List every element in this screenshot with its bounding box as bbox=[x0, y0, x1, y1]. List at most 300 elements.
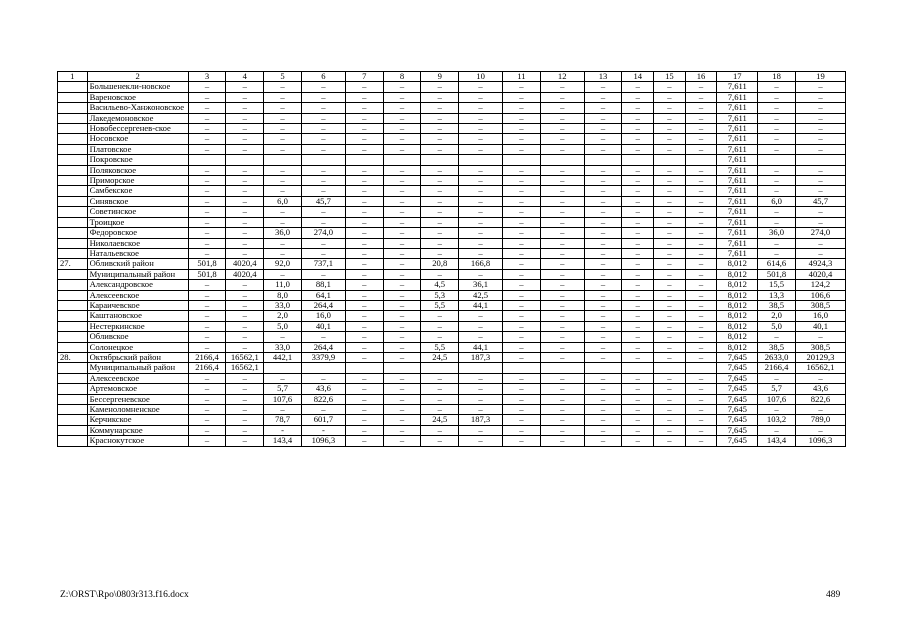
table-cell: – bbox=[540, 352, 584, 362]
table-cell: – bbox=[503, 217, 541, 227]
table-cell bbox=[795, 155, 845, 165]
table-cell: – bbox=[654, 269, 686, 279]
column-header: 13 bbox=[584, 72, 622, 82]
table-cell: – bbox=[226, 311, 264, 321]
table-cell: – bbox=[188, 186, 226, 196]
table-cell: – bbox=[383, 290, 421, 300]
table-cell: – bbox=[584, 425, 622, 435]
table-cell: – bbox=[584, 300, 622, 310]
row-name: Каменоломненское bbox=[87, 405, 188, 415]
table-cell: – bbox=[383, 238, 421, 248]
table-cell: – bbox=[503, 92, 541, 102]
table-cell: – bbox=[503, 321, 541, 331]
table-cell: – bbox=[584, 165, 622, 175]
table-cell: – bbox=[459, 207, 503, 217]
table-cell: – bbox=[383, 373, 421, 383]
table-cell: – bbox=[188, 373, 226, 383]
table-cell: – bbox=[685, 217, 717, 227]
table-cell: 7,611 bbox=[717, 103, 758, 113]
table-cell: – bbox=[421, 124, 459, 134]
column-header: 14 bbox=[622, 72, 654, 82]
table-cell: – bbox=[540, 82, 584, 92]
table-cell: 7,645 bbox=[717, 373, 758, 383]
table-cell: – bbox=[345, 196, 383, 206]
table-row bbox=[58, 155, 846, 165]
table-cell: – bbox=[421, 436, 459, 446]
table-cell: 143,4 bbox=[758, 436, 796, 446]
table-cell: 8,012 bbox=[717, 290, 758, 300]
table-cell: – bbox=[622, 207, 654, 217]
table-cell bbox=[758, 155, 796, 165]
table-cell: – bbox=[301, 165, 345, 175]
table-cell: – bbox=[421, 238, 459, 248]
row-number bbox=[58, 103, 88, 113]
table-cell: 7,611 bbox=[717, 134, 758, 144]
table-cell: – bbox=[421, 113, 459, 123]
table-cell: – bbox=[584, 280, 622, 290]
table-cell: – bbox=[540, 207, 584, 217]
data-table bbox=[57, 71, 846, 447]
table-cell: – bbox=[685, 405, 717, 415]
table-cell: 36,1 bbox=[459, 280, 503, 290]
row-name: Лакедемоновское bbox=[87, 113, 188, 123]
table-cell: – bbox=[795, 124, 845, 134]
table-cell: – bbox=[226, 134, 264, 144]
row-number: 28. bbox=[58, 352, 88, 362]
table-row bbox=[58, 311, 846, 321]
table-cell: – bbox=[622, 280, 654, 290]
table-cell: 38,5 bbox=[758, 342, 796, 352]
table-cell: – bbox=[758, 176, 796, 186]
row-name: Николаевское bbox=[87, 238, 188, 248]
table-cell: – bbox=[226, 415, 264, 425]
table-row bbox=[58, 82, 846, 92]
table-cell: – bbox=[503, 248, 541, 258]
table-cell: 2166,4 bbox=[188, 363, 226, 373]
table-cell: 8,012 bbox=[717, 280, 758, 290]
row-name: Алексеевское bbox=[87, 290, 188, 300]
table-cell: – bbox=[421, 373, 459, 383]
table-cell: 8,012 bbox=[717, 259, 758, 269]
table-cell: – bbox=[622, 196, 654, 206]
table-cell: 7,645 bbox=[717, 384, 758, 394]
table-cell: – bbox=[345, 290, 383, 300]
table-cell: 2633,0 bbox=[758, 352, 796, 362]
table-cell bbox=[383, 155, 421, 165]
table-cell: – bbox=[459, 196, 503, 206]
table-cell: – bbox=[188, 248, 226, 258]
table-cell bbox=[540, 155, 584, 165]
table-cell: – bbox=[758, 103, 796, 113]
row-number bbox=[58, 176, 88, 186]
row-name: Синявское bbox=[87, 196, 188, 206]
table-cell: – bbox=[584, 207, 622, 217]
table-cell: – bbox=[685, 269, 717, 279]
table-cell: – bbox=[226, 342, 264, 352]
table-cell bbox=[622, 155, 654, 165]
table-cell: – bbox=[459, 217, 503, 227]
table-cell: – bbox=[654, 124, 686, 134]
table-cell: – bbox=[758, 134, 796, 144]
table-cell: – bbox=[345, 332, 383, 342]
table-cell: – bbox=[584, 92, 622, 102]
table-cell: – bbox=[654, 144, 686, 154]
row-number bbox=[58, 321, 88, 331]
table-cell: – bbox=[654, 342, 686, 352]
row-number bbox=[58, 394, 88, 404]
column-header: 16 bbox=[685, 72, 717, 82]
table-cell: – bbox=[758, 186, 796, 196]
table-cell: – bbox=[421, 332, 459, 342]
row-number bbox=[58, 269, 88, 279]
table-cell: – bbox=[622, 144, 654, 154]
table-cell: – bbox=[540, 165, 584, 175]
table-cell: – bbox=[421, 217, 459, 227]
table-cell: 4924,3 bbox=[795, 259, 845, 269]
table-cell: – bbox=[383, 165, 421, 175]
table-cell: – bbox=[188, 103, 226, 113]
table-cell: – bbox=[584, 269, 622, 279]
table-cell: – bbox=[459, 311, 503, 321]
table-cell: – bbox=[795, 165, 845, 175]
table-cell: 16562,1 bbox=[226, 363, 264, 373]
table-cell: – bbox=[301, 217, 345, 227]
table-row bbox=[58, 92, 846, 102]
table-cell: – bbox=[654, 82, 686, 92]
table-cell: 88,1 bbox=[301, 280, 345, 290]
table-cell: – bbox=[685, 103, 717, 113]
table-cell: 5,3 bbox=[421, 290, 459, 300]
table-cell: – bbox=[345, 373, 383, 383]
row-number bbox=[58, 165, 88, 175]
table-cell: – bbox=[584, 134, 622, 144]
table-cell: – bbox=[421, 425, 459, 435]
table-cell: – bbox=[584, 186, 622, 196]
table-row bbox=[58, 176, 846, 186]
table-cell: – bbox=[685, 290, 717, 300]
table-cell: – bbox=[188, 196, 226, 206]
row-name: Краснокутское bbox=[87, 436, 188, 446]
column-header: 11 bbox=[503, 72, 541, 82]
table-cell: 4020,4 bbox=[226, 259, 264, 269]
table-cell: 44,1 bbox=[459, 342, 503, 352]
table-cell: 1096,3 bbox=[301, 436, 345, 446]
table-cell: – bbox=[421, 384, 459, 394]
table-cell: – bbox=[383, 425, 421, 435]
table-cell: – bbox=[264, 238, 302, 248]
column-header: 5 bbox=[264, 72, 302, 82]
table-cell: – bbox=[685, 342, 717, 352]
table-cell: 501,8 bbox=[188, 269, 226, 279]
table-cell: – bbox=[188, 384, 226, 394]
table-cell: – bbox=[584, 352, 622, 362]
table-cell: – bbox=[188, 425, 226, 435]
table-cell: 8,012 bbox=[717, 321, 758, 331]
table-cell: – bbox=[584, 176, 622, 186]
table-cell: – bbox=[188, 92, 226, 102]
table-cell: 7,611 bbox=[717, 82, 758, 92]
table-row bbox=[58, 269, 846, 279]
table-cell: – bbox=[345, 176, 383, 186]
table-cell: – bbox=[301, 134, 345, 144]
table-cell: – bbox=[226, 124, 264, 134]
table-cell: 7,611 bbox=[717, 165, 758, 175]
table-cell: 264,4 bbox=[301, 300, 345, 310]
table-cell: 40,1 bbox=[301, 321, 345, 331]
table-cell: – bbox=[264, 165, 302, 175]
table-cell: 274,0 bbox=[301, 228, 345, 238]
table-cell: 13,3 bbox=[758, 290, 796, 300]
column-header: 10 bbox=[459, 72, 503, 82]
table-cell: – bbox=[383, 269, 421, 279]
table-cell: – bbox=[654, 196, 686, 206]
table-cell: 64,1 bbox=[301, 290, 345, 300]
table-cell: – bbox=[795, 134, 845, 144]
table-row bbox=[58, 415, 846, 425]
table-cell bbox=[421, 155, 459, 165]
table-cell: 501,8 bbox=[758, 269, 796, 279]
table-cell: – bbox=[188, 217, 226, 227]
table-row bbox=[58, 384, 846, 394]
table-cell: – bbox=[622, 352, 654, 362]
table-cell: – bbox=[622, 269, 654, 279]
table-cell: – bbox=[503, 134, 541, 144]
table-cell: 45,7 bbox=[795, 196, 845, 206]
table-cell: – bbox=[503, 373, 541, 383]
column-header: 15 bbox=[654, 72, 686, 82]
table-cell: – bbox=[540, 259, 584, 269]
table-cell: – bbox=[584, 217, 622, 227]
table-cell: – bbox=[345, 134, 383, 144]
table-cell: – bbox=[459, 113, 503, 123]
table-cell: 4,5 bbox=[421, 280, 459, 290]
table-row bbox=[58, 144, 846, 154]
table-cell: 143,4 bbox=[264, 436, 302, 446]
table-cell: – bbox=[795, 405, 845, 415]
table-row bbox=[58, 342, 846, 352]
table-cell: – bbox=[301, 207, 345, 217]
table-cell: – bbox=[584, 342, 622, 352]
table-cell: – bbox=[540, 280, 584, 290]
table-cell: – bbox=[503, 196, 541, 206]
table-cell: – bbox=[226, 332, 264, 342]
table-cell: – bbox=[421, 248, 459, 258]
table-cell: – bbox=[654, 186, 686, 196]
table-row bbox=[58, 373, 846, 383]
table-cell: – bbox=[264, 217, 302, 227]
table-cell: – bbox=[459, 176, 503, 186]
column-header: 8 bbox=[383, 72, 421, 82]
table-cell: – bbox=[188, 82, 226, 92]
table-cell: – bbox=[188, 394, 226, 404]
table-cell: – bbox=[685, 394, 717, 404]
table-row bbox=[58, 186, 846, 196]
table-cell: 2166,4 bbox=[188, 352, 226, 362]
table-cell: – bbox=[758, 113, 796, 123]
row-name: Бессергеневское bbox=[87, 394, 188, 404]
table-cell: – bbox=[345, 342, 383, 352]
table-cell: – bbox=[345, 228, 383, 238]
table-row bbox=[58, 352, 846, 362]
table-cell: – bbox=[584, 238, 622, 248]
table-cell: – bbox=[503, 103, 541, 113]
table-cell: – bbox=[584, 405, 622, 415]
table-cell: – bbox=[654, 384, 686, 394]
table-row bbox=[58, 165, 846, 175]
table-cell: – bbox=[503, 228, 541, 238]
table-cell: – bbox=[301, 248, 345, 258]
table-row bbox=[58, 405, 846, 415]
table-row bbox=[58, 363, 846, 373]
table-cell: – bbox=[421, 207, 459, 217]
table-cell: 4020,4 bbox=[226, 269, 264, 279]
table-cell: 501,8 bbox=[188, 259, 226, 269]
table-cell: – bbox=[795, 248, 845, 258]
table-cell: – bbox=[654, 238, 686, 248]
table-cell: 16,0 bbox=[301, 311, 345, 321]
table-cell: – bbox=[421, 165, 459, 175]
row-name: Нестеркинское bbox=[87, 321, 188, 331]
table-row bbox=[58, 103, 846, 113]
table-cell: – bbox=[685, 352, 717, 362]
table-cell: – bbox=[383, 436, 421, 446]
table-cell: 8,012 bbox=[717, 332, 758, 342]
table-cell: 789,0 bbox=[795, 415, 845, 425]
table-cell bbox=[503, 155, 541, 165]
table-row bbox=[58, 134, 846, 144]
table-row bbox=[58, 290, 846, 300]
table-cell: – bbox=[654, 248, 686, 258]
table-cell: 737,1 bbox=[301, 259, 345, 269]
file-path: Z:\ORST\Rpo\0803r313.f16.docx bbox=[60, 590, 189, 600]
table-cell: – bbox=[383, 342, 421, 352]
table-cell: – bbox=[503, 384, 541, 394]
column-header: 19 bbox=[795, 72, 845, 82]
row-number bbox=[58, 300, 88, 310]
table-cell: – bbox=[264, 176, 302, 186]
table-cell: – bbox=[383, 134, 421, 144]
table-cell: – bbox=[459, 103, 503, 113]
table-cell: – bbox=[622, 342, 654, 352]
table-cell: – bbox=[226, 238, 264, 248]
table-cell: – bbox=[264, 92, 302, 102]
table-cell: – bbox=[685, 113, 717, 123]
table-row bbox=[58, 248, 846, 258]
table-cell: – bbox=[540, 228, 584, 238]
table-cell: – bbox=[540, 248, 584, 258]
table-cell: – bbox=[383, 113, 421, 123]
table-cell: – bbox=[540, 373, 584, 383]
table-cell: – bbox=[459, 405, 503, 415]
row-name: Караичевское bbox=[87, 300, 188, 310]
table-cell: – bbox=[345, 113, 383, 123]
table-cell: 16,0 bbox=[795, 311, 845, 321]
table-cell: – bbox=[622, 134, 654, 144]
table-cell: – bbox=[503, 290, 541, 300]
table-cell: – bbox=[540, 186, 584, 196]
table-cell: – bbox=[226, 394, 264, 404]
table-cell: 38,5 bbox=[758, 300, 796, 310]
table-cell: 44,1 bbox=[459, 300, 503, 310]
row-number bbox=[58, 238, 88, 248]
table-cell: – bbox=[459, 332, 503, 342]
table-cell: – bbox=[383, 405, 421, 415]
table-cell: 187,3 bbox=[459, 352, 503, 362]
table-cell: – bbox=[654, 207, 686, 217]
table-row bbox=[58, 228, 846, 238]
table-cell: – bbox=[459, 321, 503, 331]
table-cell: – bbox=[264, 134, 302, 144]
table-cell: – bbox=[421, 103, 459, 113]
table-cell: 7,611 bbox=[717, 155, 758, 165]
table-cell: – bbox=[503, 238, 541, 248]
table-cell: 6,0 bbox=[264, 196, 302, 206]
table-row bbox=[58, 238, 846, 248]
table-cell bbox=[345, 155, 383, 165]
table-cell: 6,0 bbox=[758, 196, 796, 206]
table-cell: – bbox=[188, 280, 226, 290]
table-cell: 103,2 bbox=[758, 415, 796, 425]
table-cell: – bbox=[584, 373, 622, 383]
table-cell: – bbox=[685, 425, 717, 435]
table-cell: – bbox=[345, 248, 383, 258]
table-cell bbox=[584, 155, 622, 165]
table-cell: – bbox=[685, 300, 717, 310]
table-cell: – bbox=[301, 176, 345, 186]
table-cell: – bbox=[622, 186, 654, 196]
row-name: Обливский район bbox=[87, 259, 188, 269]
row-number bbox=[58, 384, 88, 394]
table-cell: 442,1 bbox=[264, 352, 302, 362]
table-cell: – bbox=[503, 394, 541, 404]
table-cell: – bbox=[685, 176, 717, 186]
column-header: 6 bbox=[301, 72, 345, 82]
table-cell: – bbox=[584, 415, 622, 425]
table-cell: 107,6 bbox=[758, 394, 796, 404]
table-cell: 16562,1 bbox=[226, 352, 264, 362]
table-cell: – bbox=[264, 248, 302, 258]
table-cell bbox=[685, 155, 717, 165]
table-cell: – bbox=[622, 113, 654, 123]
table-cell: – bbox=[622, 165, 654, 175]
table-cell: – bbox=[654, 352, 686, 362]
table-cell: – bbox=[459, 134, 503, 144]
table-row bbox=[58, 300, 846, 310]
table-cell: – bbox=[685, 259, 717, 269]
row-number bbox=[58, 311, 88, 321]
table-cell: – bbox=[421, 176, 459, 186]
table-cell: 2,0 bbox=[758, 311, 796, 321]
table-cell: 187,3 bbox=[459, 415, 503, 425]
table-cell: – bbox=[383, 394, 421, 404]
table-cell: – bbox=[188, 415, 226, 425]
table-cell: – bbox=[345, 394, 383, 404]
table-cell: – bbox=[685, 207, 717, 217]
table-cell: – bbox=[540, 196, 584, 206]
table-cell: – bbox=[685, 332, 717, 342]
table-cell: – bbox=[540, 415, 584, 425]
table-cell: – bbox=[383, 217, 421, 227]
table-cell: – bbox=[622, 394, 654, 404]
table-cell: – bbox=[685, 248, 717, 258]
table-cell: – bbox=[795, 113, 845, 123]
table-row bbox=[58, 332, 846, 342]
row-number bbox=[58, 144, 88, 154]
table-cell: 1096,3 bbox=[795, 436, 845, 446]
table-cell: – bbox=[188, 290, 226, 300]
table-cell: – bbox=[421, 134, 459, 144]
table-row bbox=[58, 217, 846, 227]
